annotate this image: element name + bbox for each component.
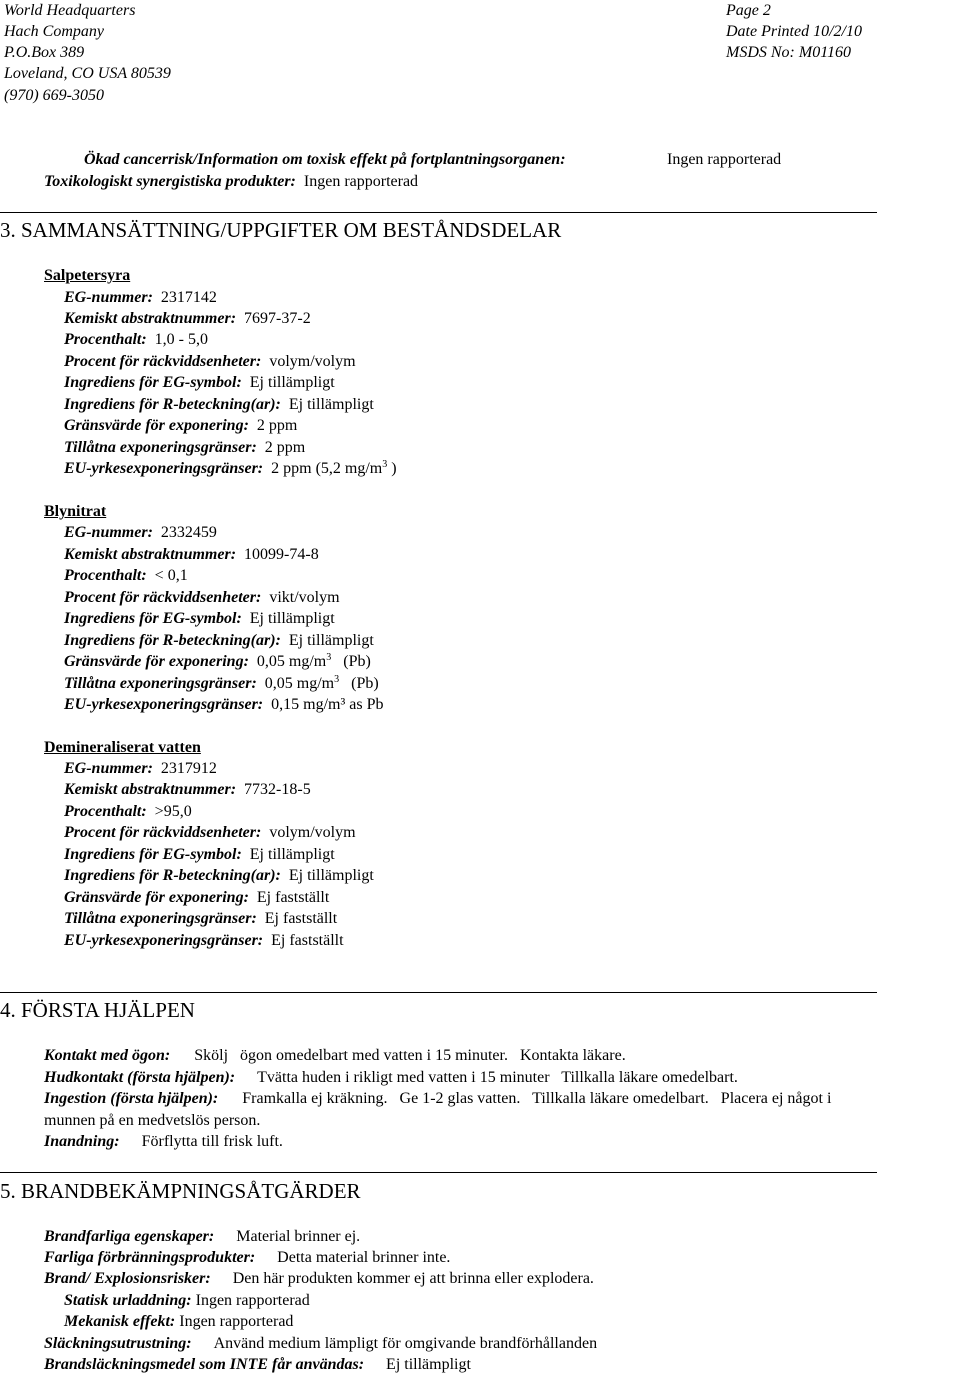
field-label: Brandsläckningsmedel som INTE får användas: [44, 1356, 365, 1373]
field-label: Ingrediens för R-beteckning(ar): [64, 396, 281, 413]
msds-number: MSDS No: M01160 [726, 44, 852, 61]
field-label: Kontakt med ögon: [44, 1047, 171, 1064]
field-label: Procenthalt: [64, 803, 147, 820]
field-row [64, 351, 356, 372]
tox-cancer-row [84, 149, 566, 170]
field-value: Ingen rapporterad [195, 1292, 310, 1309]
field-label: Kemiskt abstraktnummer: [64, 781, 237, 798]
field-value: 7732-18-5 [244, 781, 311, 798]
field-row [64, 779, 311, 800]
field-label: Hudkontakt (första hjälpen): [44, 1069, 236, 1086]
substance-name: Salpetersyra [44, 267, 131, 284]
field-value: Ingen rapporterad [303, 173, 419, 190]
tox-cancer-value: Ingen rapporterad [667, 151, 782, 168]
field-label: Procent för räckviddsenheter: [64, 824, 262, 841]
field-label: Ökad cancerrisk/Information om toxisk effekt på fortplantningsorganen: [84, 151, 566, 168]
fire-extinguish [44, 1333, 597, 1354]
field-row [64, 587, 340, 608]
field-value: Ej tillämpligt [249, 374, 335, 391]
field-row [64, 372, 335, 393]
field-label: EG-nummer: [64, 524, 153, 541]
field-value: vikt/volym [269, 589, 340, 606]
field-label: Procent för räckviddsenheter: [64, 589, 262, 606]
field-label: Kemiskt abstraktnummer: [64, 546, 237, 563]
field-label: Gränsvärde för exponering: [64, 417, 249, 434]
field-row [64, 822, 356, 843]
field-value: Ej tillämpligt [249, 846, 335, 863]
field-value: 2317142 [160, 289, 217, 306]
field-label: EG-nummer: [64, 289, 153, 306]
field-value-suffix: (Pb) [339, 675, 379, 692]
section-divider [0, 992, 877, 993]
address-line: Hach Company [4, 23, 104, 40]
field-value: volym/volym [269, 353, 356, 370]
superscript: 3 [334, 674, 340, 685]
field-row [64, 287, 217, 308]
first-aid-skin [44, 1067, 738, 1088]
field-value: Tvätta huden i rikligt med vatten i 15 minuter Tillkalla läkare omedelbart. [257, 1069, 738, 1086]
field-label: Toxikologiskt synergistiska produkter: [44, 173, 296, 190]
field-row [64, 630, 374, 651]
field-value: Ej tillämpligt [288, 632, 374, 649]
field-label: Tillåtna exponeringsgränser: [64, 675, 257, 692]
field-label: Farliga förbränningsprodukter: [44, 1249, 256, 1266]
superscript: 3 [382, 459, 388, 470]
field-row [64, 608, 335, 629]
field-value: Detta material brinner inte. [277, 1249, 451, 1266]
field-value: < 0,1 [154, 567, 188, 584]
field-label: Släckningsutrustning: [44, 1335, 192, 1352]
substance-name: Demineraliserat vatten [44, 739, 201, 756]
field-value: Förflytta till frisk luft. [141, 1133, 283, 1150]
fire-static [64, 1290, 310, 1311]
first-aid-ingestion [44, 1088, 831, 1109]
field-value: 2 ppm (5,2 mg/m [271, 460, 383, 477]
field-label: Procent för räckviddsenheter: [64, 353, 262, 370]
field-value: Ej tillämpligt [386, 1356, 471, 1373]
fire-explosion [44, 1268, 594, 1289]
field-value: Ej tillämpligt [249, 610, 335, 627]
fire-not-use [44, 1354, 471, 1375]
field-value: Ej tillämpligt [288, 396, 374, 413]
field-value: Ej fastställt [256, 889, 330, 906]
field-row [64, 565, 188, 586]
field-row [64, 458, 397, 479]
field-label: Inandning: [44, 1133, 120, 1150]
field-value: >95,0 [154, 803, 192, 820]
field-value: Ej fastställt [271, 932, 344, 949]
field-value: Framkalla ej kräkning. Ge 1-2 glas vatten. Tillkalla läkare omedelbart. Placera ej något i [242, 1090, 832, 1107]
field-value: Använd medium lämpligt för omgivande brandförhållanden [213, 1335, 598, 1352]
field-row [64, 522, 217, 543]
field-row [64, 437, 305, 458]
field-row [64, 673, 379, 694]
fire-mechanical [64, 1311, 293, 1332]
section-divider [0, 212, 877, 213]
field-label: Tillåtna exponeringsgränser: [64, 439, 257, 456]
field-label: Gränsvärde för exponering: [64, 653, 249, 670]
field-value: volym/volym [269, 824, 356, 841]
field-label: Brand/ Explosionsrisker: [44, 1270, 211, 1287]
first-aid-inhalation [44, 1131, 283, 1152]
field-label: Kemiskt abstraktnummer: [64, 310, 237, 327]
date-printed: Date Printed 10/2/10 [726, 23, 862, 40]
field-row [64, 930, 344, 951]
address-line: (970) 669-3050 [4, 87, 104, 104]
field-row [64, 544, 319, 565]
substance-name: Blynitrat [44, 503, 107, 520]
field-label: Ingrediens för R-beteckning(ar): [64, 867, 281, 884]
field-value: 2317912 [160, 760, 217, 777]
field-row [64, 394, 374, 415]
address-line: World Headquarters [4, 2, 136, 19]
field-label: Ingestion (första hjälpen): [44, 1090, 219, 1107]
fire-flammable [44, 1226, 360, 1247]
field-label: Ingrediens för R-beteckning(ar): [64, 632, 281, 649]
superscript: 3 [326, 652, 332, 663]
field-row [64, 308, 311, 329]
field-label: EU-yrkesexponeringsgränser: [64, 932, 264, 949]
field-label: Procenthalt: [64, 331, 147, 348]
field-label: Tillåtna exponeringsgränser: [64, 910, 257, 927]
section-divider [0, 1172, 877, 1173]
field-value: Skölj ögon omedelbart med vatten i 15 minuter. Kontakta läkare. [194, 1047, 626, 1064]
field-value: Ingen rapporterad [179, 1313, 294, 1330]
first-aid-eyes [44, 1045, 626, 1066]
field-value: 0,15 mg/m³ as Pb [271, 696, 384, 713]
field-label: Ingrediens för EG-symbol: [64, 610, 242, 627]
field-row [64, 415, 297, 436]
field-label: Gränsvärde för exponering: [64, 889, 249, 906]
field-value: 0,05 mg/m [256, 653, 327, 670]
page-number: Page 2 [726, 2, 771, 19]
address-line: Loveland, CO USA 80539 [4, 65, 171, 82]
section-5-title: 5. BRANDBEKÄMPNINGSÅTGÄRDER [0, 1179, 361, 1203]
field-label: EG-nummer: [64, 760, 153, 777]
field-value: 1,0 - 5,0 [154, 331, 208, 348]
field-row [64, 908, 337, 929]
field-label: Mekanisk effekt: [64, 1313, 176, 1330]
field-value: Material brinner ej. [236, 1228, 361, 1245]
field-value-suffix: (Pb) [331, 653, 371, 670]
field-label: Brandfarliga egenskaper: [44, 1228, 215, 1245]
field-label: Ingrediens för EG-symbol: [64, 374, 242, 391]
field-row [64, 801, 192, 822]
field-row [64, 844, 335, 865]
field-value: 2 ppm [264, 439, 306, 456]
field-value: Den här produkten kommer ej att brinna eller explodera. [232, 1270, 594, 1287]
field-row [64, 887, 329, 908]
field-label: EU-yrkesexponeringsgränser: [64, 696, 264, 713]
field-row [64, 651, 371, 672]
field-label: Ingrediens för EG-symbol: [64, 846, 242, 863]
field-row [64, 694, 383, 715]
field-value: Ej tillämpligt [288, 867, 374, 884]
field-value: 7697-37-2 [244, 310, 311, 327]
field-value: Ej fastställt [264, 910, 338, 927]
section-3-title: 3. SAMMANSÄTTNING/UPPGIFTER OM BESTÅNDSDELAR [0, 218, 562, 242]
field-row [64, 758, 217, 779]
field-row [64, 329, 208, 350]
fire-combustion [44, 1247, 450, 1268]
section-4-title: 4. FÖRSTA HJÄLPEN [0, 998, 195, 1022]
tox-synergy-row [44, 171, 418, 192]
field-value-suffix: ) [387, 460, 397, 477]
address-line: P.O.Box 389 [4, 44, 85, 61]
field-label: EU-yrkesexponeringsgränser: [64, 460, 264, 477]
field-value: 0,05 mg/m [264, 675, 335, 692]
field-value: 10099-74-8 [244, 546, 319, 563]
field-row [64, 865, 374, 886]
field-value: 2332459 [160, 524, 217, 541]
field-label: Procenthalt: [64, 567, 147, 584]
field-value: 2 ppm [256, 417, 298, 434]
field-label: Statisk urladdning: [64, 1292, 192, 1309]
first-aid-ingestion-cont: munnen på en medvetslös person. [44, 1112, 261, 1129]
